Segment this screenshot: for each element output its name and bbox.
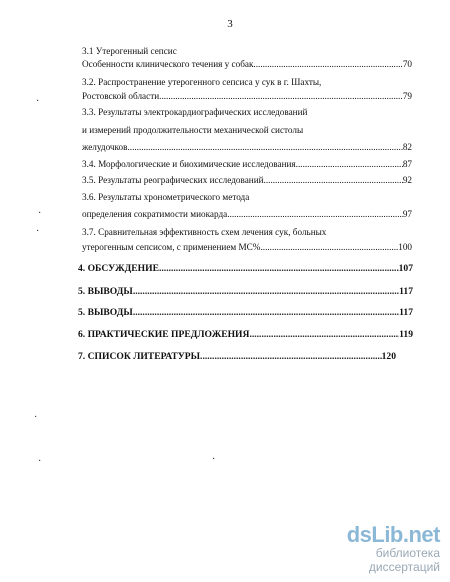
toc-line	[82, 57, 412, 71]
toc-entry-text: и измерений продолжительности механической систолы	[82, 125, 304, 135]
toc-line	[82, 157, 412, 171]
toc-leader-dots	[296, 157, 403, 171]
toc-entry-text: желудочков	[82, 142, 128, 152]
scan-speck: ·	[36, 96, 40, 107]
toc-line-main	[78, 350, 396, 364]
watermark	[310, 522, 440, 574]
toc-line	[82, 140, 412, 154]
toc-line	[82, 190, 412, 204]
scan-speck: ·	[36, 226, 40, 237]
toc-line	[82, 173, 412, 187]
toc-entry-text: 3.2. Распространение утерогенного сепсиса у сук в г. Шахты,	[82, 77, 322, 87]
toc-entry-text: 5. ВЫВОДЫ	[78, 286, 133, 297]
toc-leader-dots	[159, 262, 399, 276]
toc-line	[82, 225, 412, 239]
toc-line	[82, 89, 412, 103]
page-number: 3	[227, 18, 233, 30]
scan-speck: ·	[38, 456, 42, 467]
toc-page-ref: 119	[399, 329, 413, 340]
toc-line	[82, 123, 412, 137]
toc-entry-text: 3.1 Утерогенный сепсис	[82, 46, 177, 56]
toc-entry-text: Ростовской области	[82, 91, 160, 101]
toc-line	[82, 240, 412, 254]
scan-speck: ·	[34, 412, 38, 423]
toc-leader-dots	[227, 207, 403, 221]
toc-page-ref: 70	[402, 59, 412, 69]
toc-line-main	[78, 306, 413, 320]
toc-line	[82, 207, 412, 221]
toc-entry-text: 3.5. Результаты реографических исследований	[82, 175, 264, 185]
toc-page-ref: 92	[402, 175, 412, 185]
toc-entry-text: Особенности клинического течения у собак	[82, 59, 254, 69]
toc-leader-dots	[133, 306, 399, 320]
toc-leader-dots	[133, 285, 399, 299]
toc-entry-text: утерогенным сепсисом, с применением МС%	[82, 242, 261, 252]
toc-leader-dots	[200, 350, 382, 364]
toc-leader-dots	[253, 57, 402, 71]
toc-entry-text: 3.3. Результаты электрокардиографических исследований	[82, 107, 308, 117]
toc-page-ref: 79	[402, 91, 412, 101]
toc-line	[82, 75, 412, 89]
toc-entry-text: 6. ПРАКТИЧЕСКИЕ ПРЕДЛОЖЕНИЯ	[78, 329, 250, 340]
toc-leader-dots	[260, 240, 398, 254]
toc-line-main	[78, 285, 413, 299]
toc-entry-text: 3.6. Результаты хронометрического метода	[82, 192, 250, 202]
toc-line-main	[78, 262, 413, 276]
toc-entry-text: 4. ОБСУЖДЕНИЕ	[78, 263, 159, 274]
toc-entry-text: 3.7. Сравнительная эффективность схем лечения сук, больных	[82, 227, 327, 237]
toc-page-ref: 117	[399, 286, 413, 297]
toc-entry-text: определения сократимости миокарда	[82, 209, 228, 219]
toc-leader-dots	[127, 140, 402, 154]
toc-page-ref: 117	[399, 307, 413, 318]
toc-leader-dots	[264, 173, 403, 187]
toc-line	[82, 44, 412, 58]
toc-leader-dots	[249, 328, 399, 342]
toc-line	[82, 105, 412, 119]
scan-speck: ·	[212, 454, 216, 465]
toc-page-ref: 97	[402, 209, 412, 219]
toc-entry-text: 7. СПИСОК ЛИТЕРАТУРЫ	[78, 351, 201, 362]
watermark-subtitle: библиотека диссертаций	[368, 546, 440, 574]
toc-page-ref: 100	[398, 242, 412, 252]
watermark-logo: dsLib.net	[346, 522, 440, 547]
scan-speck: ·	[38, 208, 42, 219]
toc-entry-text: 5. ВЫВОДЫ	[78, 307, 133, 318]
toc-page-ref: 82	[402, 142, 412, 152]
toc-page-ref: 107	[398, 263, 413, 274]
toc-line-main	[78, 328, 413, 342]
toc-page-ref: 120	[381, 351, 396, 362]
toc-leader-dots	[159, 89, 403, 103]
toc-entry-text: 3.4. Морфологические и биохимические исследования	[82, 159, 296, 169]
toc-page-ref: 87	[402, 159, 412, 169]
